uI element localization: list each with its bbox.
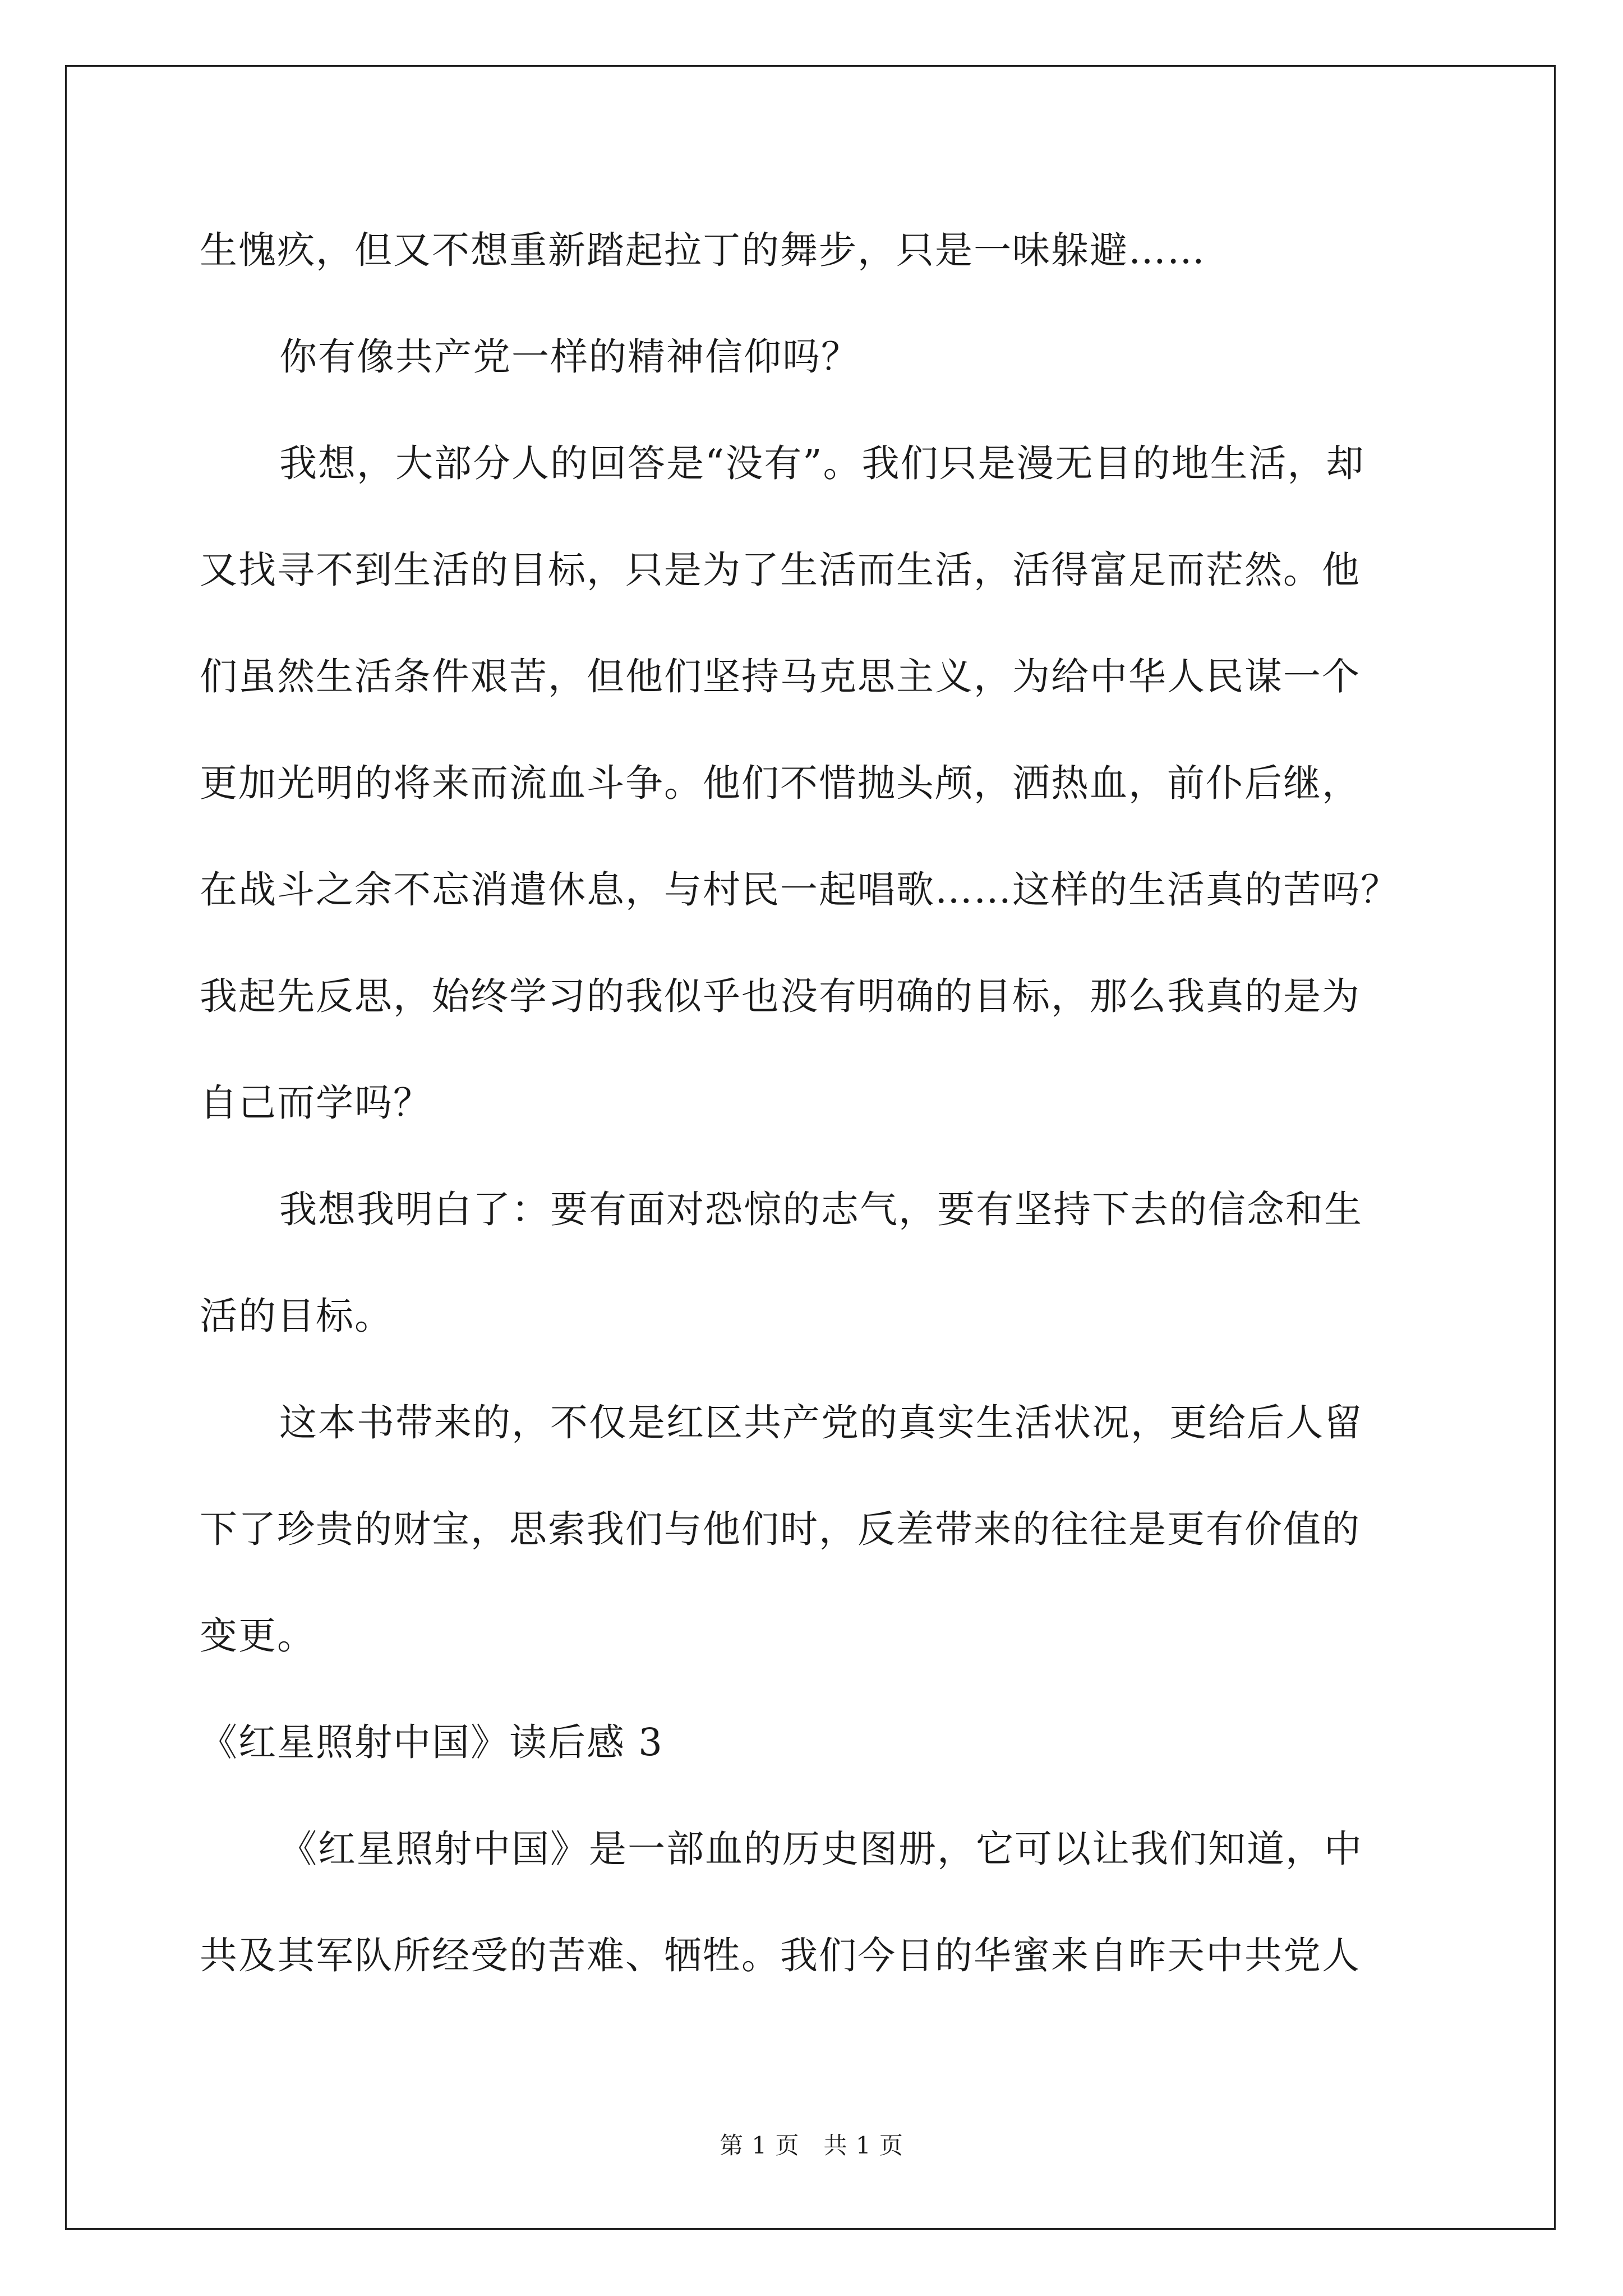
text-line-2: 你有像共产党一样的精神信仰吗？ xyxy=(279,335,860,379)
text-line-5: 们虽然生活条件艰苦，但他们坚持马克思主义，为给中华人民谋一个 xyxy=(200,655,1361,698)
document-body xyxy=(200,217,1429,2028)
text-line-4: 又找寻不到生活的目标，只是为了生活而生活，活得富足而茫然。他 xyxy=(200,548,1361,592)
text-line-17: 共及其军队所经受的苦难、牺牲。我们今日的华蜜来自昨天中共党人 xyxy=(200,1934,1361,1977)
page-number-footer: 第 1 页 共 1 页 xyxy=(720,2132,903,2159)
text-line-16: 《红星照射中国》是一部血的历史图册，它可以让我们知道，中 xyxy=(279,1827,1363,1871)
text-line-7: 在战斗之余不忘消遣休息，与村民一起唱歌……这样的生活真的苦吗？ xyxy=(200,868,1399,912)
text-line-9: 自己而学吗？ xyxy=(200,1081,432,1125)
text-line-14: 变更。 xyxy=(200,1614,316,1658)
text-line-13: 下了珍贵的财宝，思索我们与他们时，反差带来的往往是更有价值的 xyxy=(200,1507,1361,1551)
text-line-8: 我起先反思，始终学习的我似乎也没有明确的目标，那么我真的是为 xyxy=(200,974,1361,1018)
text-line-3: 我想，大部分人的回答是“没有”。我们只是漫无目的地生活，却 xyxy=(279,441,1365,485)
text-line-11: 活的目标。 xyxy=(200,1294,393,1338)
text-line-1: 生愧疚，但又不想重新踏起拉丁的舞步，只是一味躲避…… xyxy=(200,228,1206,272)
text-line-12: 这本书带来的，不仅是红区共产党的真实生活状况，更给后人留 xyxy=(279,1401,1363,1444)
text-line-6: 更加光明的将来而流血斗争。他们不惜抛头颅，洒热血，前仆后继， xyxy=(200,761,1361,805)
text-line-10: 我想我明白了：要有面对恐惊的志气，要有坚持下去的信念和生 xyxy=(279,1188,1363,1231)
section-heading: 《红星照射中国》读后感 3 xyxy=(200,1720,663,1764)
